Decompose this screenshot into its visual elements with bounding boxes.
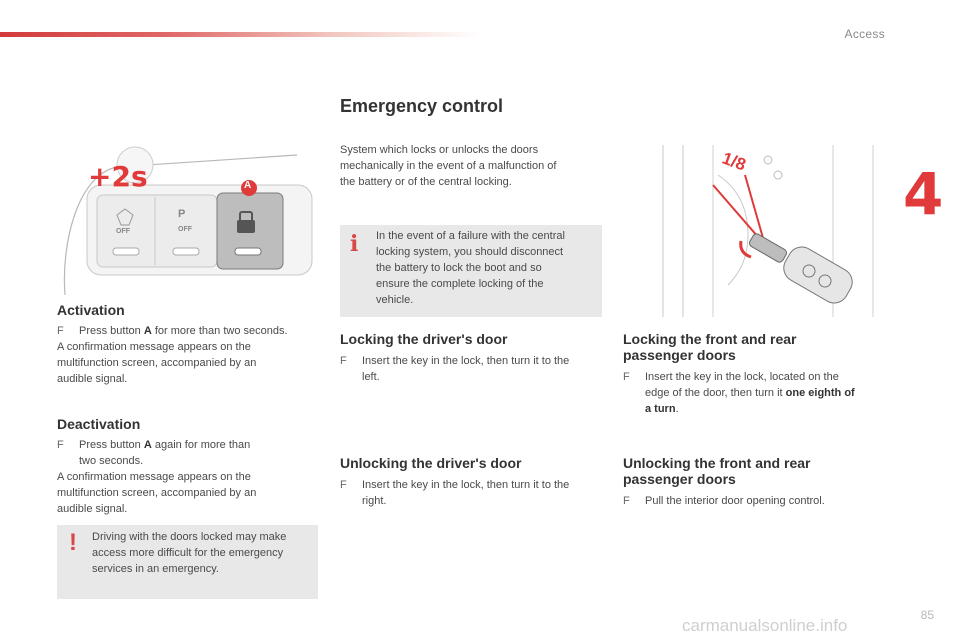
locking-passenger-heading: Locking the front and rear passenger doors — [623, 331, 797, 363]
unlocking-passenger-heading: Unlocking the front and rear passenger doors — [623, 455, 811, 487]
off-label-1: OFF — [116, 228, 130, 235]
park-label: P — [178, 208, 186, 220]
watermark: carmanualsonline.info — [682, 616, 848, 635]
chapter-number: 4 — [903, 160, 944, 228]
bullet-marker: F — [57, 439, 64, 451]
bullet-marker: F — [57, 325, 64, 337]
activation-para-3: audible signal. — [57, 373, 128, 385]
activation-heading: Activation — [57, 302, 125, 318]
warning-line-3: services in an emergency. — [92, 563, 219, 575]
exclamation-icon: ! — [69, 529, 77, 556]
section-title: Access — [844, 27, 885, 41]
emergency-intro-2: mechanically in the event of a malfunction of — [340, 160, 557, 172]
activation-para-1: A confirmation message appears on the — [57, 341, 251, 353]
warning-line-2: access more difficult for the emergency — [92, 547, 284, 559]
info-box — [340, 225, 602, 317]
fraction-label: 1/8 — [719, 148, 749, 175]
locking-driver-bullet: F Insert the key in the lock, then turn it to the left. — [340, 355, 570, 383]
door-key-illustration — [623, 145, 885, 317]
bullet-marker: F — [340, 479, 347, 491]
page-number: 85 — [920, 608, 934, 622]
locking-driver-heading: Locking the driver's door — [340, 331, 508, 347]
info-line-5: vehicle. — [376, 294, 414, 306]
activation-bullet: F Press button A for more than two seconds. — [57, 325, 288, 337]
locking-passenger-bullet: F Insert the key in the lock, located on the edge of the door, then turn it one eighth of a turn. — [623, 371, 855, 415]
deactivation-heading: Deactivation — [57, 416, 141, 432]
activation-para-2: multifunction screen, accompanied by an — [57, 357, 257, 369]
deactivation-para-2: multifunction screen, accompanied by an — [57, 487, 257, 499]
info-line-2: locking system, you should disconnect — [376, 246, 564, 258]
deactivation-para-1: A confirmation message appears on the — [57, 471, 251, 483]
info-line-4: ensure the complete locking of the — [376, 278, 544, 290]
deactivation-para-3: audible signal. — [57, 503, 128, 515]
unlocking-driver-heading: Unlocking the driver's door — [340, 455, 522, 471]
page-title: Emergency control — [340, 96, 504, 116]
unlocking-passenger-bullet: F Pull the interior door opening control. — [623, 495, 825, 507]
info-icon: i — [350, 231, 359, 257]
bullet-marker: F — [340, 355, 347, 367]
bullet-marker: F — [623, 371, 630, 383]
off-label-2: OFF — [178, 226, 192, 233]
emergency-intro-1: System which locks or unlocks the doors — [340, 144, 539, 156]
info-line-1: In the event of a failure with the central — [376, 230, 565, 242]
bullet-marker: F — [623, 495, 630, 507]
warning-line-1: Driving with the doors locked may make — [92, 531, 287, 543]
deactivation-bullet: F Press button A again for more than two seconds. — [57, 439, 251, 467]
warning-box — [57, 525, 318, 599]
header-accent-bar — [0, 32, 480, 37]
unlocking-driver-bullet: F Insert the key in the lock, then turn it to the right. — [340, 479, 570, 507]
button-label-a: A — [244, 180, 252, 191]
emergency-intro-3: the battery or of the central locking. — [340, 176, 512, 188]
info-line-3: the battery to lock the boot and so — [376, 262, 542, 274]
duration-badge: +2s — [88, 160, 148, 193]
